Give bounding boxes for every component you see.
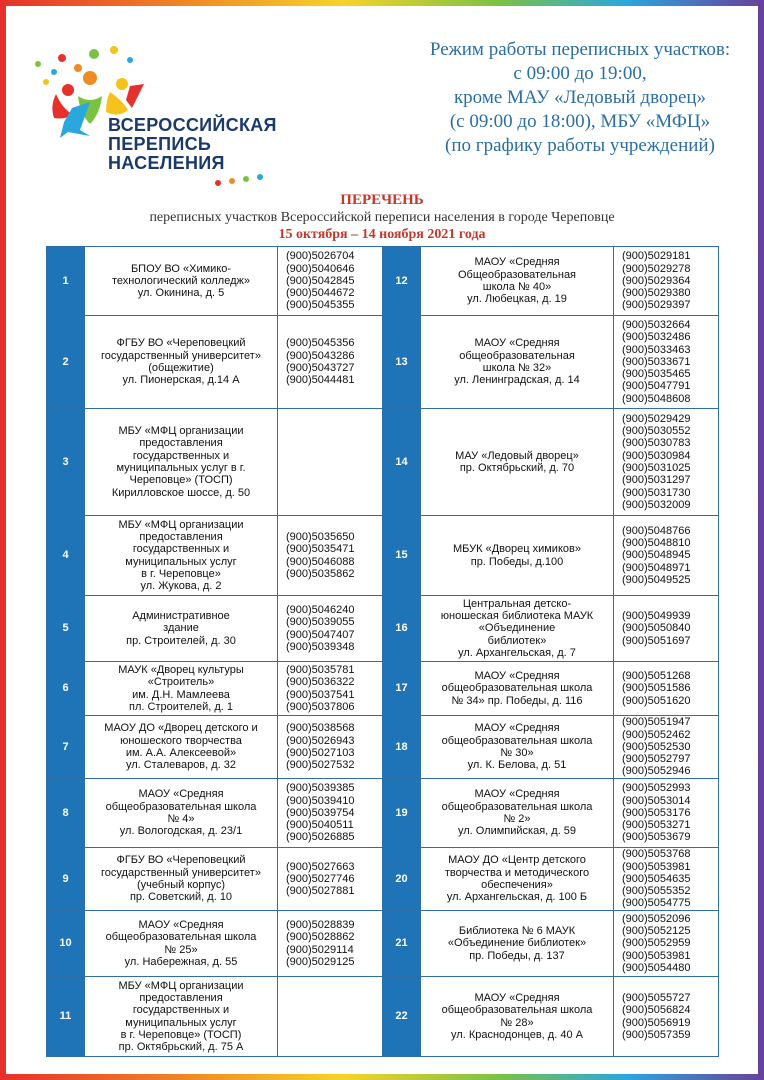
site-phones bbox=[614, 779, 719, 848]
site-name-line: предоставления bbox=[139, 991, 223, 1004]
phone-number: (900)5045356 bbox=[286, 337, 355, 350]
phone-number: (900)5052125 bbox=[622, 925, 691, 938]
site-name bbox=[85, 596, 278, 662]
site-name-line: общеобразовательная школа bbox=[105, 800, 257, 813]
site-name bbox=[85, 409, 278, 516]
phone-number: (900)5043727 bbox=[286, 362, 355, 374]
site-name-line: Общеобразовательная bbox=[457, 268, 577, 281]
phone-number: (900)5044672 bbox=[286, 287, 355, 300]
phone-number: (900)5039410 bbox=[286, 794, 355, 807]
site-name bbox=[85, 911, 278, 977]
phone-number: (900)5052959 bbox=[622, 937, 691, 950]
site-name-line: предоставления bbox=[139, 530, 223, 543]
phone-number: (900)5031025 bbox=[622, 462, 691, 474]
site-name-line: пр. Советский, д. 10 bbox=[129, 891, 233, 904]
site-number: 1 bbox=[47, 247, 85, 316]
site-phones bbox=[278, 848, 383, 911]
phone-number: (900)5040646 bbox=[286, 262, 355, 275]
site-number: 7 bbox=[47, 716, 85, 779]
site-phones bbox=[278, 977, 383, 1057]
site-name-line: МБУК «Дворец химиков» bbox=[453, 543, 581, 556]
site-name-line: № 28» bbox=[500, 1016, 534, 1029]
site-number: 9 bbox=[47, 848, 85, 911]
phone-number: (900)5048945 bbox=[622, 549, 691, 562]
site-name bbox=[85, 662, 278, 716]
site-phones bbox=[278, 662, 383, 716]
site-name-line: № 30» bbox=[500, 747, 534, 759]
site-number: 8 bbox=[47, 779, 85, 848]
site-name-line: Административное bbox=[132, 610, 230, 623]
site-name-line: пл. Строителей, д. 1 bbox=[129, 700, 233, 713]
phone-number: (900)5048810 bbox=[622, 537, 691, 550]
site-number: 3 bbox=[47, 409, 85, 516]
phone-number: (900)5052530 bbox=[622, 740, 691, 753]
site-name bbox=[85, 848, 278, 911]
site-phones bbox=[278, 316, 383, 409]
site-name-line: «Строитель» bbox=[147, 676, 215, 689]
phone-number: (900)5032486 bbox=[622, 331, 691, 344]
site-name-line: № 34» пр. Победы, д. 116 bbox=[451, 694, 583, 707]
site-name-line: МБУ «МФЦ организации bbox=[118, 518, 244, 531]
site-number: 21 bbox=[383, 911, 421, 977]
site-name-line: пр. Строителей, д. 30 bbox=[126, 634, 236, 647]
site-name-line: (учебный корпус) bbox=[136, 879, 226, 891]
site-name-line: Библиотека № 6 МАУК bbox=[458, 925, 576, 938]
site-name-line: МАОУ ДО «Центр детского bbox=[448, 854, 586, 867]
phone-number: (900)5038568 bbox=[286, 722, 355, 735]
phone-number: (900)5029125 bbox=[286, 955, 355, 968]
site-name bbox=[421, 247, 614, 316]
site-name-line: МАОУ ДО «Дворец детского и bbox=[104, 722, 258, 735]
phone-number: (900)5053014 bbox=[622, 794, 691, 807]
site-number: 6 bbox=[47, 662, 85, 716]
phone-number: (900)5052462 bbox=[622, 728, 691, 741]
site-name-line: ФГБУ ВО «Череповецкий bbox=[116, 337, 246, 350]
site-name-line: МАОУ «Средняя bbox=[474, 670, 560, 683]
site-name-line: муниципальных услуг в г. bbox=[116, 462, 246, 474]
phone-number: (900)5053679 bbox=[622, 831, 691, 844]
site-name bbox=[85, 516, 278, 596]
site-phones bbox=[614, 911, 719, 977]
phone-number: (900)5051268 bbox=[622, 670, 691, 683]
site-name bbox=[421, 911, 614, 977]
phone-number: (900)5029429 bbox=[622, 412, 691, 425]
phone-number: (900)5053981 bbox=[622, 860, 691, 873]
phone-number: (900)5051620 bbox=[622, 694, 691, 707]
site-name-line: пр. Победы, д.100 bbox=[470, 555, 564, 568]
site-phones bbox=[278, 409, 383, 516]
site-phones bbox=[278, 247, 383, 316]
site-name bbox=[85, 977, 278, 1057]
site-name-line: пр. Октябрьский, д. 75 А bbox=[118, 1041, 244, 1054]
phone-number: (900)5028862 bbox=[286, 931, 355, 944]
site-name-line: ул. Вологодская, д. 23/1 bbox=[119, 825, 243, 838]
site-name-line: МБУ «МФЦ организации bbox=[118, 979, 244, 992]
site-name-line: государственный университет» bbox=[101, 349, 261, 362]
site-phones bbox=[278, 716, 383, 779]
site-name bbox=[421, 316, 614, 409]
phone-number: (900)5056919 bbox=[622, 1016, 691, 1029]
phone-number: (900)5046088 bbox=[286, 555, 355, 568]
site-name-line: ул. Ленинградская, д. 14 bbox=[454, 374, 580, 387]
site-name-line: пр. Октябрьский, д. 70 bbox=[459, 462, 575, 474]
site-name-line: юношеская библиотека МАУК bbox=[440, 610, 594, 623]
site-name-line: ул. Окинина, д. 5 bbox=[137, 287, 225, 300]
site-number: 22 bbox=[383, 977, 421, 1057]
phone-number: (900)5051697 bbox=[622, 634, 691, 647]
phone-number: (900)5037541 bbox=[286, 688, 355, 701]
site-phones bbox=[614, 409, 719, 516]
phone-number: (900)5053176 bbox=[622, 806, 691, 819]
site-phones bbox=[278, 911, 383, 977]
phone-number: (900)5029181 bbox=[622, 250, 691, 263]
phone-number: (900)5048971 bbox=[622, 561, 691, 574]
site-name-line: (общежитие) bbox=[148, 362, 214, 374]
phone-number: (900)5053271 bbox=[622, 819, 691, 832]
site-name-line: ул. Архангельская, д. 100 Б bbox=[446, 891, 588, 904]
site-number: 15 bbox=[383, 516, 421, 596]
site-name-line: «Объединение библиотек» bbox=[447, 937, 587, 950]
phone-number: (900)5035781 bbox=[286, 663, 355, 676]
site-name-line: МАОУ «Средняя bbox=[474, 256, 560, 269]
site-name-line: МАОУ «Средняя bbox=[138, 918, 224, 931]
site-name-line: общеобразовательная школа bbox=[105, 931, 257, 944]
site-name-line: государственный университет» bbox=[101, 866, 261, 879]
phone-number: (900)5048766 bbox=[622, 524, 691, 537]
site-name-line: ул. Олимпийская, д. 59 bbox=[457, 825, 577, 838]
site-name-line: юношеского творчества bbox=[120, 734, 242, 747]
phone-number: (900)5049939 bbox=[622, 610, 691, 623]
site-number: 18 bbox=[383, 716, 421, 779]
site-name-line: ул. Набережная, д. 55 bbox=[124, 955, 238, 968]
site-name-line: ул. Сталеваров, д. 32 bbox=[125, 759, 237, 772]
phone-number: (900)5055352 bbox=[622, 885, 691, 898]
page-title: ПЕРЕЧЕНЬ bbox=[340, 192, 424, 208]
phone-number: (900)5027532 bbox=[286, 759, 355, 772]
site-name-line: общеобразовательная bbox=[459, 349, 575, 362]
table-row bbox=[47, 596, 719, 662]
site-phones bbox=[614, 716, 719, 779]
site-number: 2 bbox=[47, 316, 85, 409]
phone-number: (900)5026943 bbox=[286, 734, 355, 747]
phone-number: (900)5032664 bbox=[622, 318, 691, 331]
site-number: 4 bbox=[47, 516, 85, 596]
site-name-line: пр. Победы, д. 137 bbox=[469, 949, 565, 962]
phone-number: (900)5030783 bbox=[622, 437, 691, 450]
phone-number: (900)5055727 bbox=[622, 991, 691, 1004]
site-name-line: общеобразовательная школа bbox=[441, 800, 593, 813]
phone-number: (900)5054635 bbox=[622, 872, 691, 885]
site-name-line: ул. Любецкая, д. 19 bbox=[467, 293, 567, 306]
phone-number: (900)5027746 bbox=[286, 872, 355, 885]
site-name bbox=[421, 779, 614, 848]
phone-number: (900)5056824 bbox=[622, 1004, 691, 1017]
site-name bbox=[421, 977, 614, 1057]
phone-number: (900)5030984 bbox=[622, 449, 691, 462]
phone-number: (900)5030552 bbox=[622, 425, 691, 438]
site-phones bbox=[614, 662, 719, 716]
phone-number: (900)5039754 bbox=[286, 806, 355, 819]
phone-number: (900)5052993 bbox=[622, 782, 691, 795]
site-name bbox=[85, 247, 278, 316]
site-name-line: общеобразовательная школа bbox=[441, 1004, 593, 1017]
phone-number: (900)5027103 bbox=[286, 747, 355, 759]
phone-number: (900)5057359 bbox=[622, 1028, 691, 1041]
site-name-line: ул. Краснодонцев, д. 40 А bbox=[451, 1028, 583, 1041]
table-row bbox=[47, 247, 719, 316]
site-name bbox=[421, 848, 614, 911]
phone-number: (900)5044481 bbox=[286, 374, 355, 387]
site-name-line: МАУК «Дворец культуры bbox=[118, 663, 244, 676]
phone-number: (900)5031297 bbox=[622, 474, 691, 487]
phone-number: (900)5052096 bbox=[622, 912, 691, 925]
site-name-line: технологический колледж» bbox=[112, 274, 250, 287]
site-name-line: БПОУ ВО «Химико- bbox=[130, 262, 232, 275]
phone-number: (900)5047407 bbox=[286, 628, 355, 641]
phone-number: (900)5029364 bbox=[622, 274, 691, 287]
phone-number: (900)5027881 bbox=[286, 885, 355, 898]
phone-number: (900)5028839 bbox=[286, 918, 355, 931]
site-name-line: ул. Архангельская, д. 7 bbox=[458, 646, 576, 659]
census-sites-table bbox=[46, 246, 719, 1057]
phone-number: (900)5043286 bbox=[286, 349, 355, 362]
site-phones bbox=[278, 779, 383, 848]
phone-number: (900)5050840 bbox=[622, 622, 691, 635]
table-row bbox=[47, 516, 719, 596]
site-name-line: ФГБУ ВО «Череповецкий bbox=[116, 854, 246, 867]
logo-text: ВСЕРОССИЙСКАЯ ПЕРЕПИСЬ НАСЕЛЕНИЯ bbox=[108, 115, 277, 173]
site-number: 11 bbox=[47, 977, 85, 1057]
site-name-line: Кирилловское шоссе, д. 50 bbox=[111, 486, 251, 499]
phone-number: (900)5033463 bbox=[622, 343, 691, 356]
site-name-line: МАОУ «Средняя bbox=[474, 722, 560, 735]
phone-number: (900)5053981 bbox=[622, 949, 691, 962]
table-row bbox=[47, 409, 719, 516]
site-name-line: библиотек» bbox=[487, 634, 547, 647]
phone-number: (900)5039348 bbox=[286, 640, 355, 653]
phone-number: (900)5035465 bbox=[622, 368, 691, 381]
phone-number: (900)5029278 bbox=[622, 262, 691, 275]
site-name-line: обеспечения» bbox=[481, 879, 553, 891]
site-name-line: МАОУ «Средняя bbox=[474, 991, 560, 1004]
site-name-line: ул. Пионерская, д.14 А bbox=[122, 374, 240, 387]
site-number: 5 bbox=[47, 596, 85, 662]
site-phones bbox=[614, 516, 719, 596]
table-row bbox=[47, 779, 719, 848]
site-name bbox=[421, 716, 614, 779]
site-phones bbox=[614, 848, 719, 911]
phone-number: (900)5045355 bbox=[286, 299, 355, 312]
site-number: 17 bbox=[383, 662, 421, 716]
site-phones bbox=[278, 596, 383, 662]
site-name bbox=[421, 662, 614, 716]
site-name bbox=[421, 409, 614, 516]
phone-number: (900)5029397 bbox=[622, 299, 691, 312]
site-name-line: МАОУ «Средняя bbox=[474, 788, 560, 801]
phone-number: (900)5049525 bbox=[622, 573, 691, 586]
site-name-line: им. Д.Н. Мамлеева bbox=[132, 688, 230, 701]
site-name-line: в г. Череповце» bbox=[141, 567, 221, 580]
site-name-line: МАОУ «Средняя bbox=[138, 788, 224, 801]
phone-number: (900)5035471 bbox=[286, 543, 355, 556]
site-name-line: школа № 40» bbox=[482, 281, 552, 293]
site-name-line: муниципальных услуг bbox=[125, 555, 237, 568]
phone-number: (900)5039385 bbox=[286, 782, 355, 795]
site-name-line: общеобразовательная школа bbox=[441, 734, 593, 747]
table-row bbox=[47, 316, 719, 409]
site-number: 14 bbox=[383, 409, 421, 516]
site-name-line: предоставления bbox=[139, 437, 223, 450]
site-name-line: № 2» bbox=[503, 813, 531, 825]
site-phones bbox=[614, 596, 719, 662]
site-name bbox=[85, 316, 278, 409]
period-dates: 15 октября – 14 ноября 2021 года bbox=[278, 227, 486, 242]
table-row bbox=[47, 662, 719, 716]
phone-number: (900)5032009 bbox=[622, 498, 691, 511]
phone-number: (900)5046240 bbox=[286, 603, 355, 616]
site-number: 13 bbox=[383, 316, 421, 409]
site-name bbox=[85, 716, 278, 779]
phone-number: (900)5029114 bbox=[286, 943, 354, 956]
phone-number: (900)5051586 bbox=[622, 682, 691, 695]
phone-number: (900)5053768 bbox=[622, 848, 691, 861]
phone-number: (900)5026704 bbox=[286, 250, 355, 263]
phone-number: (900)5047791 bbox=[622, 380, 691, 393]
site-name-line: № 4» bbox=[167, 813, 195, 825]
phone-number: (900)5035650 bbox=[286, 530, 355, 543]
site-name-line: «Объединение bbox=[478, 622, 556, 635]
phone-number: (900)5052946 bbox=[622, 765, 691, 778]
page-subtitle: переписных участков Всероссийской переписи населения в городе Череповце bbox=[149, 210, 615, 225]
site-name-line: ул. К. Белова, д. 51 bbox=[467, 759, 567, 772]
site-name-line: в г. Череповце» (ТОСП) bbox=[120, 1028, 242, 1041]
phone-number: (900)5026885 bbox=[286, 831, 355, 844]
site-name bbox=[85, 779, 278, 848]
phone-number: (900)5027663 bbox=[286, 860, 355, 873]
site-phones bbox=[614, 247, 719, 316]
site-name-line: творчества и методического bbox=[444, 866, 590, 879]
phone-number: (900)5052797 bbox=[622, 753, 691, 766]
phone-number: (900)5042845 bbox=[286, 274, 355, 287]
site-name-line: № 25» bbox=[164, 943, 198, 956]
phone-number: (900)5048608 bbox=[622, 392, 691, 405]
site-name-line: государственных и bbox=[132, 1004, 230, 1017]
site-name-line: Череповце» (ТОСП) bbox=[129, 474, 233, 487]
phone-number: (900)5031730 bbox=[622, 486, 691, 499]
site-phones bbox=[614, 977, 719, 1057]
phone-number: (900)5040511 bbox=[286, 819, 354, 832]
site-name-line: им. А.А. Алексеевой» bbox=[125, 747, 237, 759]
site-name-line: государственных и bbox=[132, 449, 230, 462]
phone-number: (900)5051947 bbox=[622, 716, 691, 729]
site-phones bbox=[614, 316, 719, 409]
site-name-line: Центральная детско- bbox=[462, 597, 572, 610]
site-name bbox=[421, 516, 614, 596]
site-name-line: общеобразовательная школа bbox=[441, 682, 593, 695]
site-number: 20 bbox=[383, 848, 421, 911]
site-name-line: МБУ «МФЦ организации bbox=[118, 425, 244, 438]
site-name-line: школа № 32» bbox=[482, 362, 552, 374]
site-name bbox=[421, 596, 614, 662]
table-row bbox=[47, 716, 719, 779]
phone-number: (900)5039055 bbox=[286, 616, 355, 629]
table-row bbox=[47, 911, 719, 977]
working-hours: Режим работы переписных участков: с 09:00 до 19:00, кроме МАУ «Ледовый дворец» (с 09:00 до 18:00), МБУ «МФЦ» (по графику работы учреждений) bbox=[429, 39, 731, 156]
list-heading bbox=[0, 192, 764, 243]
site-phones bbox=[278, 516, 383, 596]
site-number: 12 bbox=[383, 247, 421, 316]
table-row bbox=[47, 977, 719, 1057]
site-number: 16 bbox=[383, 596, 421, 662]
site-name-line: МАОУ «Средняя bbox=[474, 337, 560, 350]
phone-number: (900)5037806 bbox=[286, 700, 355, 713]
site-name-line: государственных и bbox=[132, 543, 230, 556]
site-name-line: здание bbox=[163, 622, 199, 635]
site-name-line: муниципальных услуг bbox=[125, 1016, 237, 1029]
phone-number: (900)5035862 bbox=[286, 567, 355, 580]
site-name-line: ул. Жукова, д. 2 bbox=[140, 580, 222, 593]
phone-number: (900)5029380 bbox=[622, 287, 691, 300]
site-number: 19 bbox=[383, 779, 421, 848]
phone-number: (900)5054480 bbox=[622, 961, 691, 974]
phone-number: (900)5036322 bbox=[286, 676, 355, 689]
site-number: 10 bbox=[47, 911, 85, 977]
phone-number: (900)5054775 bbox=[622, 897, 691, 910]
table-row bbox=[47, 848, 719, 911]
site-name-line: МАУ «Ледовый дворец» bbox=[455, 449, 579, 462]
phone-number: (900)5033671 bbox=[622, 355, 691, 368]
